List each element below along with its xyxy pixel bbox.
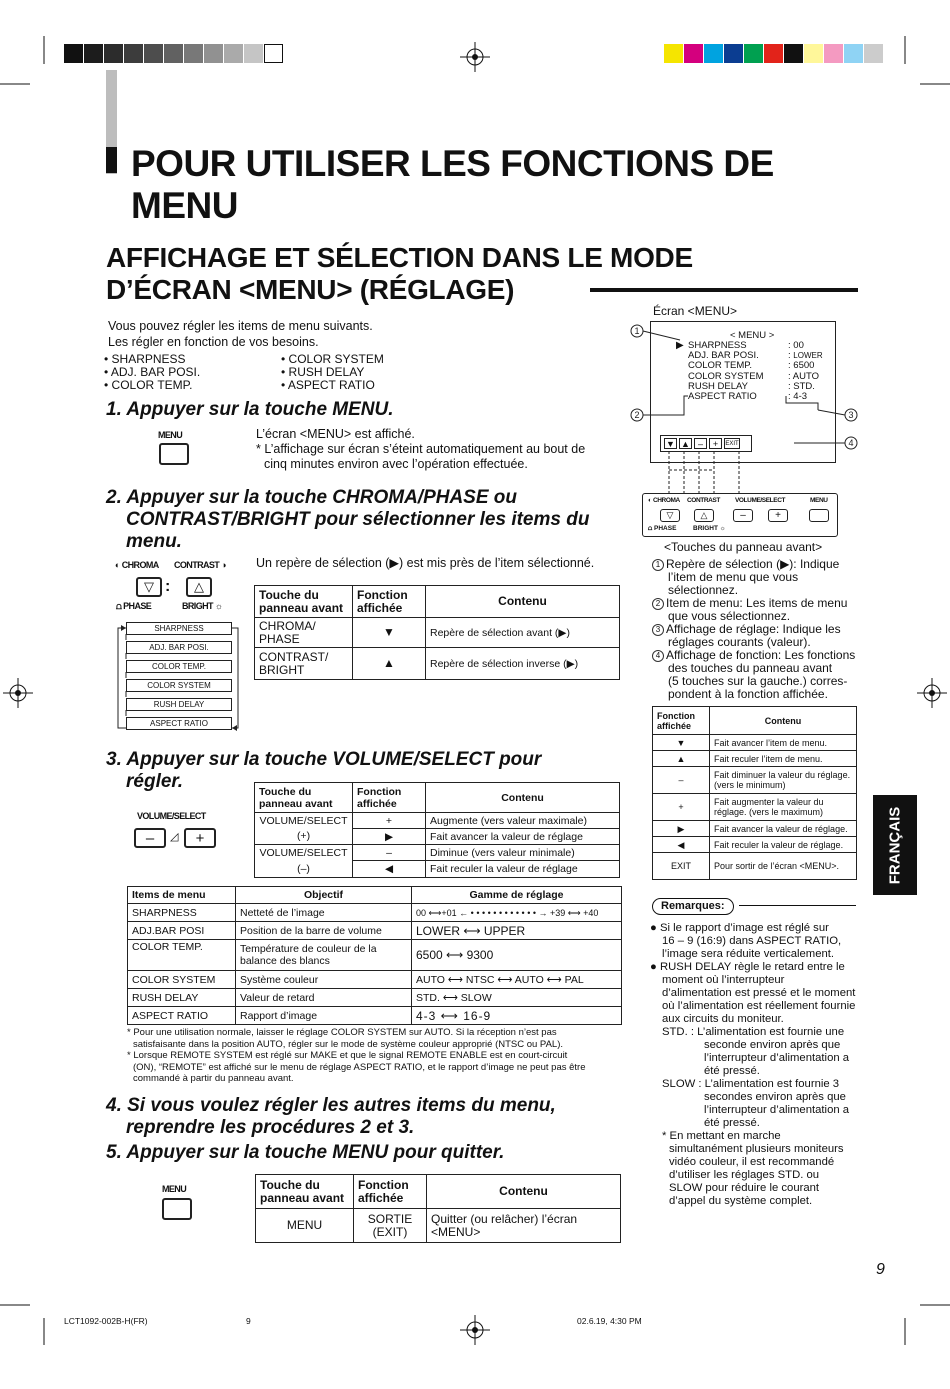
chroma-key-label: ◐ CHROMA [115,560,159,570]
table-row: (+) ▶ Fait avancer la valeur de réglage [255,829,620,845]
selection-marker-icon: ▶ [676,340,684,351]
col-header: Objectif [236,887,412,904]
front-panel-bright-label: BRIGHT ☼ [693,525,726,532]
volume-plus-button[interactable]: + [184,828,216,848]
footnotes: * Pour une utilisation normale, laisser le réglage COLOR SYSTEM sur AUTO. Si la réception n’est pas satisfaisante dans la position AUTO, régler sur le mode de système couleur approprié (NTSC ou PAL). * Lorsque REMOTE SYSTEM est réglé sur MAKE et que le signal REMOTE ENABLE est en court-circuit (ON), “REMOTE” est affiché sur le menu de réglage ASPECT RATIO, et le rapport d’image ne peut pas être commandé à partir du panneau avant. [127,1027,586,1084]
step3-table [254,782,620,878]
title-black-bar [106,147,117,173]
col-header: Contenu [426,783,620,813]
step2-table [254,585,620,680]
table-row: – Fait diminuer la valeur du réglage. (vers le minimum) [653,767,857,794]
front-panel-volume-label: VOLUME/SELECT [735,497,786,504]
step4-title: 4. Si vous voulez régler les autres items du menu, reprendre les procédures 2 et 3. [106,1095,556,1138]
screen-function-display: ▼ ▲ – + EXIT [660,435,752,452]
front-panel-menu-label: MENU [810,497,828,504]
col-header: Touche du panneau avant [255,783,353,813]
callout-2: 2 [634,410,640,420]
table-row: SHARPNESS Netteté de l’image 00 ⟷+01 ← • • • • • • • • • • • • → +39 ⟷ +40 [128,904,622,922]
table-row: MENU SORTIE (EXIT) Quitter (ou relâcher) l’écran <MENU> [256,1209,621,1243]
cycle-item: ADJ. BAR POSI. [126,641,232,654]
table-row: (–) ◀ Fait reculer la valeur de réglage [255,861,620,878]
callout-legend: 1 Repère de sélection (▶): Indique l’item de menu que vous sélectionnez. 2 Item de menu: Les items de menu que vous sélectionnez. 3 Affichage de réglage: Indique les réglages courants (valeur). 4 Affichage de fonction: Les fonctions des touches du panneau avant (5 touches sur la gauche.) corres- pondent à la fonction affichée. [652,558,862,701]
volume-key-label: VOLUME/SELECT [137,811,206,821]
cycle-item: RUSH DELAY [126,698,232,711]
step5-title: 5. Appuyer sur la touche MENU pour quitter. [106,1142,505,1163]
step2-desc: Un repère de sélection (▶) est mis près de l’item sélectionné. [256,556,595,570]
table-row: CHROMA/ PHASE ▼ Repère de sélection avant (▶) [255,618,620,648]
volume-icon: ◿ [170,831,179,843]
contrast-key-label: CONTRAST ◑ [174,560,226,570]
section-title: AFFICHAGE ET SÉLECTION DANS LE MODE D’ÉCRAN <MENU> (RÉGLAGE) [106,242,693,305]
callout-1: 1 [634,326,640,336]
bullets-left: • SHARPNESS • ADJ. BAR POSI. • COLOR TEMP. [104,352,201,392]
exit-table [255,1174,621,1243]
intro-text: Vous pouvez régler les items de menu suivants. Les régler en fonction de vos besoins. [108,319,373,349]
function-table [652,706,857,880]
col-header: Fonction affichée [353,586,426,618]
table-row: COLOR TEMP. Température de couleur de la balance des blancs 6500 ⟷ 9300 [128,940,622,971]
step3-title: 3. Appuyer sur la touche VOLUME/SELECT pour régler. [106,749,542,792]
footer-date: 02.6.19, 4:30 PM [577,1316,642,1326]
col-header: Contenu [427,1175,621,1209]
bright-key-label: BRIGHT ☼ [182,601,223,611]
cycle-arrows [112,618,244,734]
front-panel-caption: <Touches du panneau avant> [664,540,823,554]
table-row: + Fait augmenter la valeur du réglage. (vers le maximum) [653,794,857,821]
remarks-rule [739,905,856,906]
screen-item-names: SHARPNESS ADJ. BAR POSI. COLOR TEMP. COLOR SYSTEM RUSH DELAY ASPECT RATIO [688,340,764,403]
language-tab [873,795,917,895]
step1-text: L’écran <MENU> est affiché. * L’affichage sur écran s’éteint automatiquement au bout de cinq minutes environ avec l’opération effectuée. [256,427,586,471]
callout-4: 4 [848,438,854,448]
col-header: Fonction affichée [653,707,710,735]
key-colon: : [165,578,171,595]
panel-plus-button[interactable]: + [768,509,788,522]
table-row: ▼ Fait avancer l’item de menu. [653,735,857,751]
table-row: COLOR SYSTEM Système couleur AUTO ⟷ NTSC ⟷ AUTO ⟷ PAL [128,971,622,989]
screen-header: < MENU > [730,330,775,341]
menu-key-label: MENU [158,430,183,440]
chroma-down-button[interactable]: ▽ [136,577,162,597]
col-header: Contenu [710,707,857,735]
footer-page: 9 [246,1316,251,1326]
table-row: ▲ Fait reculer l’item de menu. [653,751,857,767]
front-panel-contrast-label: CONTRAST [687,497,720,504]
panel-up-button[interactable]: △ [694,509,714,522]
panel-menu-button[interactable] [809,509,829,522]
front-panel-phase-label: ⩍ PHASE [648,525,677,532]
table-row: RUSH DELAY Valeur de retard STD. ⟷ SLOW [128,989,622,1007]
footer-code: LCT1092-002B-H(FR) [64,1316,148,1326]
menu-button[interactable] [159,443,189,465]
cycle-item: COLOR TEMP. [126,660,232,673]
page-title: POUR UTILISER LES FONCTIONS DE MENU [131,143,774,226]
page-number: 9 [876,1261,885,1278]
remarks-list: ● Si le rapport d’image est réglé sur 16 – 9 (16:9) dans ASPECT RATIO, l’image sera réduite verticalement. ● RUSH DELAY règle le retard entre le moment où l’interrupteur d’alimentation est pressé et le moment où l’alimentation est réellement fournie aux circuits du moniteur. STD. : L’alimentation est fournie une seconde environ après que l’interrupteur d’alimentation a été pressé. SLOW : L’alimentation est fournie 3 secondes environ après que l’interrupteur d’alimentation a été pressé. * En mettant en marche simultanément plusieurs moniteurs vidéo couleur, il est recommandé d’utiliser les réglages STD. ou SLOW pour réduire le courant d’appel du système complet. [650,922,856,1207]
screen-caption: Écran <MENU> [653,304,738,318]
table-row: ASPECT RATIO Rapport d’image 4-3 ⟷ 16-9 [128,1007,622,1025]
col-header: Contenu [426,586,620,618]
panel-minus-button[interactable]: – [733,509,753,522]
range-table [127,886,622,1025]
table-row: EXIT Pour sortir de l’écran <MENU>. [653,853,857,880]
col-header: Fonction affichée [353,783,426,813]
table-row: ▶ Fait avancer la valeur de réglage. [653,821,857,837]
contrast-up-button[interactable]: △ [186,577,212,597]
volume-minus-button[interactable]: – [134,828,166,848]
table-row: VOLUME/SELECT + Augmente (vers valeur maximale) [255,813,620,829]
screen-item-values: : 00 : LOWER : 6500 : AUTO : STD. : 4-3 [788,340,823,403]
col-header: Fonction affichée [354,1175,427,1209]
step2-title: 2. Appuyer sur la touche CHROMA/PHASE ou CONTRAST/BRIGHT pour sélectionner les items du menu. [106,487,590,552]
table-row: ADJ.BAR POSI Position de la barre de volume LOWER ⟷ UPPER [128,922,622,940]
cycle-item: SHARPNESS [126,622,232,635]
panel-down-button[interactable]: ▽ [660,509,680,522]
language-tab-label: FRANÇAIS [886,806,904,884]
table-row: VOLUME/SELECT – Diminue (vers valeur minimale) [255,845,620,861]
table-row: ◀ Fait reculer la valeur de réglage. [653,837,857,853]
col-header: Items de menu [128,887,236,904]
bullets-right: • COLOR SYSTEM • RUSH DELAY • ASPECT RATIO [281,352,384,392]
col-header: Touche du panneau avant [256,1175,354,1209]
cycle-item: ASPECT RATIO [126,717,232,730]
table-row: CONTRAST/ BRIGHT ▲ Repère de sélection inverse (▶) [255,648,620,680]
front-panel-labels: ◐ CHROMA [648,497,680,504]
step1-title: 1. Appuyer sur la touche MENU. [106,399,394,420]
menu-key-label: MENU [162,1184,187,1194]
cycle-item: COLOR SYSTEM [126,679,232,692]
remarks-title: Remarques: [652,898,734,915]
section-rule [590,288,858,292]
col-header: Touche du panneau avant [255,586,353,618]
phase-key-label: ⩍ PHASE [116,601,152,611]
callout-3: 3 [848,410,854,420]
col-header: Gamme de réglage [412,887,622,904]
menu-exit-button[interactable] [162,1198,192,1220]
